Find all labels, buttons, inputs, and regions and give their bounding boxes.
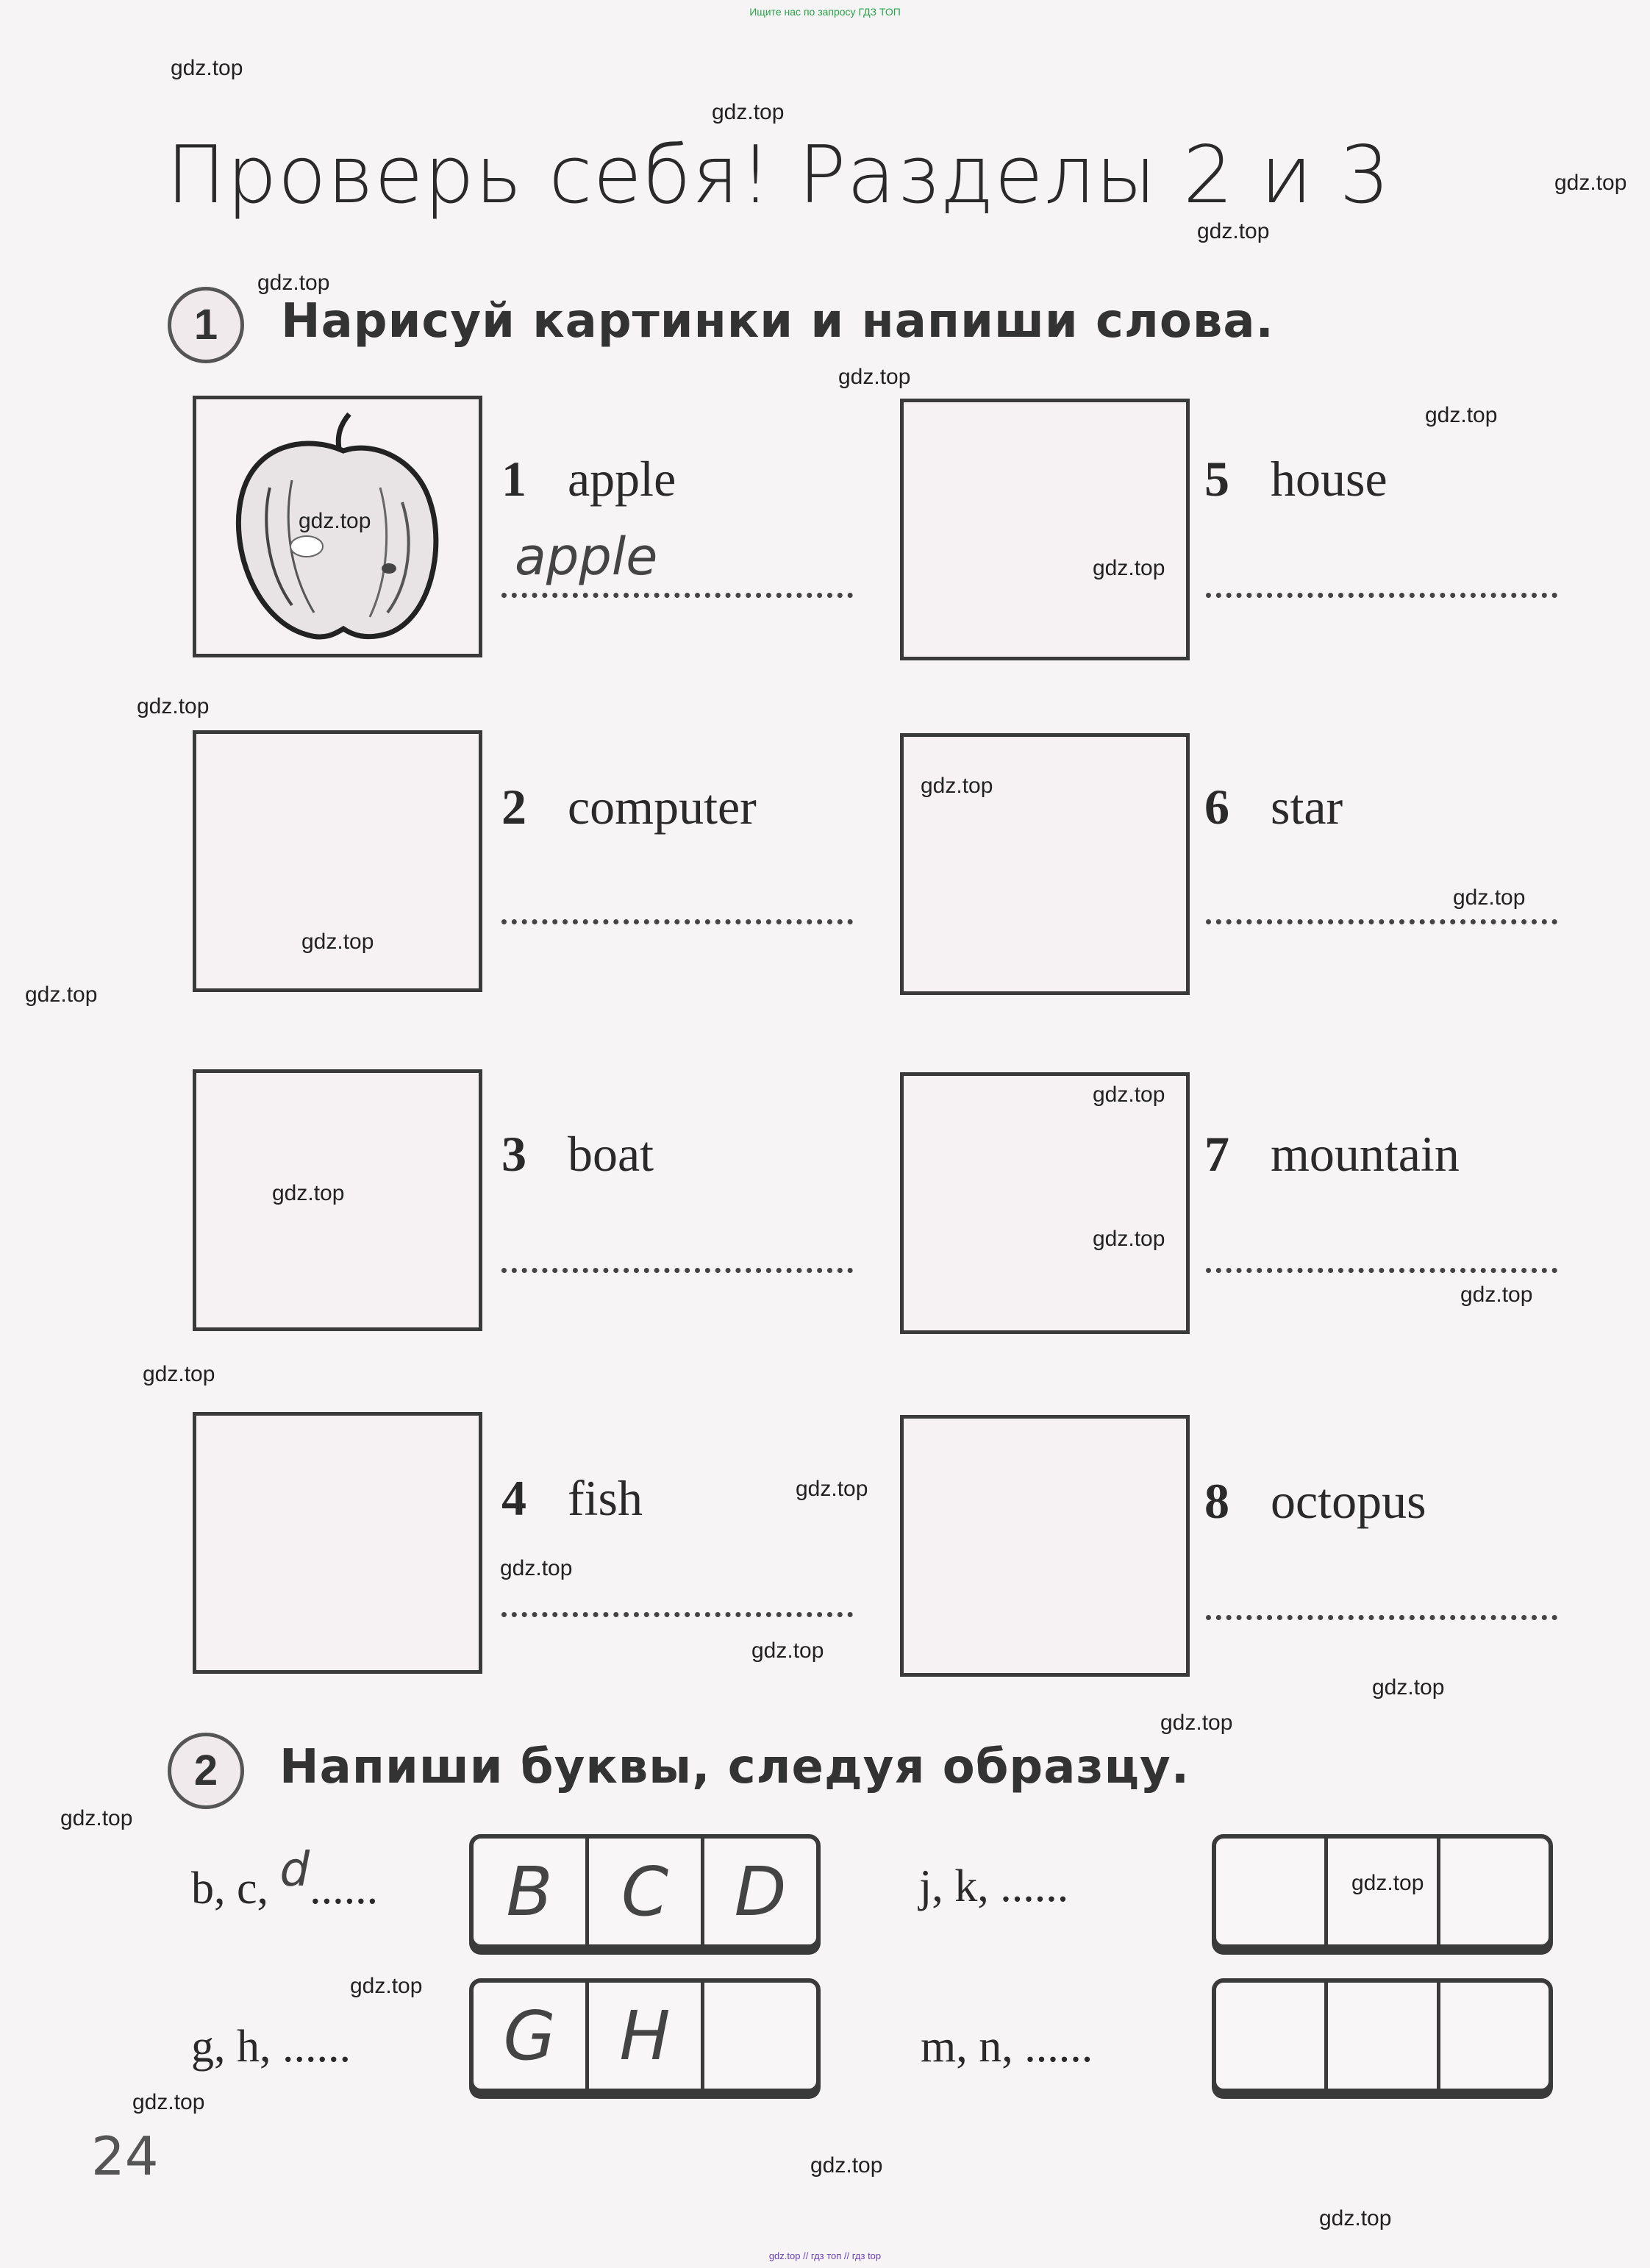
task2-instruction: Напиши буквы, следуя образцу. (279, 1740, 1190, 1794)
answer-line-6[interactable] (1206, 919, 1557, 924)
filled-letter-1: d (279, 1843, 310, 1897)
answer-line-1[interactable] (501, 593, 853, 598)
tile-cell[interactable] (1437, 1983, 1549, 2089)
page-number: 24 (91, 2125, 159, 2187)
word-item-3: 3 boat (501, 1126, 654, 1182)
picture-box-4[interactable] (193, 1412, 482, 1674)
letter-tile-4[interactable] (1212, 1978, 1553, 2093)
picture-box-5[interactable] (900, 399, 1190, 660)
watermark: gdz.top (796, 1477, 868, 1501)
watermark: gdz.top (1460, 1283, 1533, 1307)
header-note: Ищите нас по запросу ГДЗ ТОП (749, 6, 901, 18)
word-item-8: 8 octopus (1204, 1473, 1426, 1529)
letter-prompt-2: g, h, ...... (191, 2022, 351, 2072)
word-item-6: 6 star (1204, 779, 1343, 835)
watermark: gdz.top (1160, 1711, 1233, 1735)
answer-line-2[interactable] (501, 919, 853, 924)
word-item-5: 5 house (1204, 451, 1388, 507)
letter-tile-1[interactable] (469, 1834, 821, 1949)
answer-line-4[interactable] (501, 1612, 853, 1617)
task-number-1: 1 (168, 287, 244, 363)
answer-line-3[interactable] (501, 1268, 853, 1273)
tile-cell[interactable]: G (503, 1996, 556, 2075)
letter-prompt-1: b, c, d...... (191, 1843, 379, 1914)
watermark: gdz.top (1453, 885, 1526, 910)
watermark: gdz.top (137, 694, 210, 718)
task1-instruction: Нарисуй картинки и напиши слова. (281, 294, 1274, 349)
answer-line-5[interactable] (1206, 593, 1557, 598)
watermark: gdz.top (1093, 556, 1165, 580)
watermark: gdz.top (1554, 171, 1627, 195)
tile-cell[interactable]: D (701, 1839, 816, 1944)
letter-tile-2[interactable] (469, 1978, 821, 2093)
watermark: gdz.top (257, 271, 330, 295)
tile-cell[interactable] (1437, 1839, 1549, 1944)
tile-cell[interactable] (1216, 1983, 1324, 2089)
picture-box-7[interactable] (900, 1072, 1190, 1334)
answer-line-7[interactable] (1206, 1268, 1557, 1273)
task-number-2: 2 (168, 1733, 244, 1809)
word-item-7: 7 mountain (1204, 1126, 1460, 1182)
watermark: gdz.top (1372, 1675, 1445, 1700)
letter-prompt-3: j, k, ...... (919, 1861, 1069, 1911)
watermark: gdz.top (299, 509, 371, 533)
watermark: gdz.top (751, 1638, 824, 1663)
letter-prompt-4: m, n, ...... (921, 2022, 1093, 2072)
watermark: gdz.top (301, 930, 374, 954)
picture-box-6[interactable] (900, 733, 1190, 995)
watermark: gdz.top (132, 2090, 205, 2114)
answer-line-8[interactable] (1206, 1615, 1557, 1620)
word-item-4: 4 fish (501, 1470, 643, 1526)
watermark: gdz.top (25, 983, 98, 1007)
watermark: gdz.top (350, 1974, 423, 1998)
word-item-2: 2 computer (501, 779, 757, 835)
watermark: gdz.top (712, 100, 785, 124)
watermark: gdz.top (838, 365, 911, 389)
page-title: Проверь себя! Разделы 2 и 3 (166, 129, 1391, 221)
tile-cell[interactable] (701, 1983, 816, 2089)
tile-cell[interactable]: H (585, 1983, 701, 2089)
watermark: gdz.top (1425, 403, 1498, 427)
watermark: gdz.top (921, 774, 993, 798)
tile-cell[interactable]: B (506, 1852, 553, 1931)
watermark: gdz.top (171, 56, 243, 80)
watermark: gdz.top (1319, 2206, 1392, 2230)
tile-cell[interactable] (1324, 1983, 1436, 2089)
footer-note: gdz.top // гдз топ // гдз top (768, 2250, 882, 2261)
picture-box-8[interactable] (900, 1415, 1190, 1677)
word-item-1: 1 apple (501, 451, 676, 507)
watermark: gdz.top (143, 1362, 215, 1386)
watermark: gdz.top (60, 1806, 133, 1830)
watermark: gdz.top (1197, 219, 1270, 243)
watermark: gdz.top (1351, 1871, 1424, 1895)
watermark: gdz.top (1093, 1227, 1165, 1251)
tile-cell[interactable] (1216, 1839, 1324, 1944)
watermark: gdz.top (810, 2153, 883, 2178)
tile-cell[interactable]: C (585, 1839, 701, 1944)
answer-1: apple (515, 527, 658, 587)
watermark: gdz.top (1093, 1083, 1165, 1107)
watermark: gdz.top (272, 1181, 345, 1205)
watermark: gdz.top (500, 1556, 573, 1580)
